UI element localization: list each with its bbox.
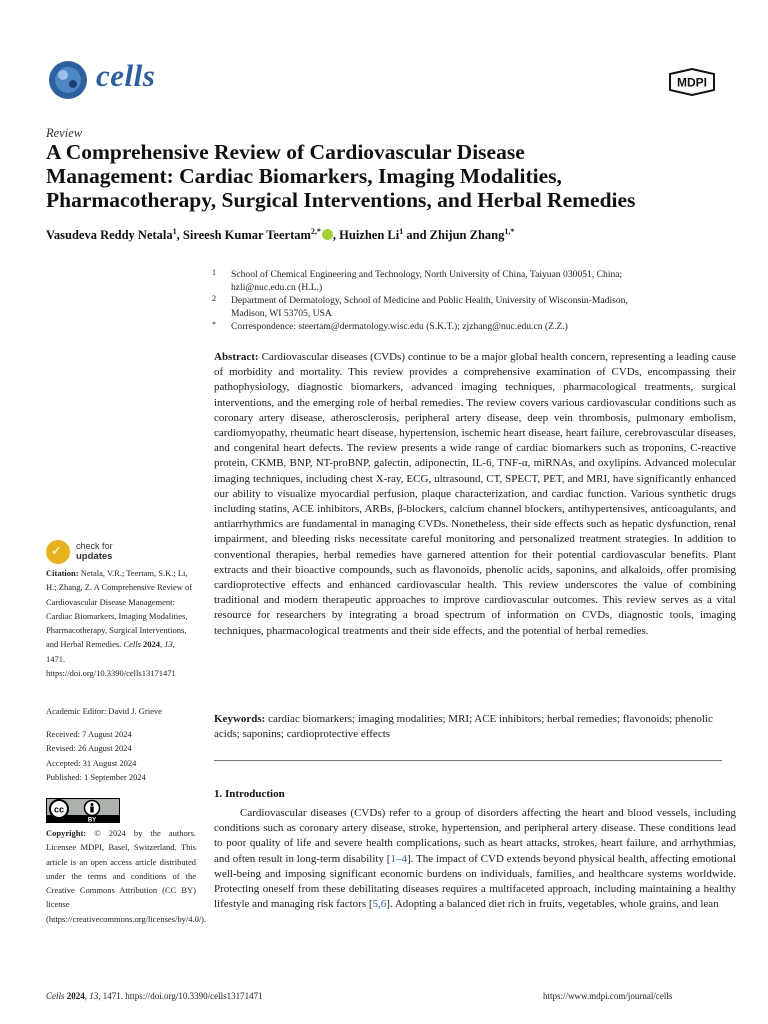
- copyright-label: Copyright:: [46, 828, 87, 838]
- author-sup: 1: [399, 227, 404, 236]
- history-dates: [46, 727, 196, 784]
- paragraph-text: ]. The impact of CVD extends beyond physical health, affecting emotional well-being and imposing significant economic burdens on individuals, families, and healthcare systems worldwide. Protecting oneself from these debilitating diseases requires a multifaceted approach, including maintaining a healthy lifestyle and managing risk factors [: [214, 852, 736, 911]
- keywords-text: cardiac biomarkers; imaging modalities; MRI; ACE inhibitors; herbal remedies; flavonoids; phenolic acids; saponins; cardioprotective effects: [214, 713, 713, 741]
- affiliation-line: Department of Dermatology, School of Medicine and Public Health, University of Wisconsin-Madison,: [231, 295, 628, 306]
- footer-journal: Cells: [46, 991, 65, 1001]
- paragraph-text: ]. Adopting a balanced diet rich in fruits, vegetables, whole grains, and lean: [386, 898, 719, 911]
- copyright-notice: [46, 826, 207, 926]
- affiliation: [214, 294, 734, 321]
- abstract-label: Abstract:: [214, 351, 259, 363]
- copyright-text: © 2024 by the authors. Licensee MDPI, Basel, Switzerland. This article is an open access article distributed under the terms and conditions of the Creative Commons Attribution (CC BY) license (https://creativecommons.org/licenses/by/4.0/).: [46, 828, 207, 924]
- author-list: [46, 227, 736, 243]
- author-separator: ,: [332, 228, 340, 243]
- correspondence: [214, 320, 734, 333]
- author-name[interactable]: Zhijun Zhang: [429, 228, 505, 243]
- revised-date: Revised: 26 August 2024: [46, 743, 132, 754]
- accepted-date: Accepted: 31 August 2024: [46, 757, 137, 768]
- section-heading: 1. Introduction: [214, 788, 285, 800]
- journal-logo-icon: [46, 60, 90, 100]
- citation-label: Citation:: [46, 568, 79, 578]
- footer-volume: 13: [89, 991, 99, 1001]
- author-sup: 2,*: [310, 227, 321, 236]
- footer-doi[interactable]: , 1471. https://doi.org/10.3390/cells13171471: [98, 991, 263, 1001]
- introduction-paragraph: [214, 806, 736, 912]
- affiliation: [214, 268, 734, 295]
- abstract: [214, 350, 736, 639]
- affiliation-line: Madison, WI 53705, USA: [231, 308, 332, 320]
- keywords: [214, 712, 736, 742]
- author-name[interactable]: Huizhen Li: [339, 228, 400, 243]
- author-name[interactable]: Vasudeva Reddy Netala: [46, 228, 173, 243]
- affiliation-line: School of Chemical Engineering and Technology, North University of China, Taiyuan 030051, China;: [231, 269, 623, 280]
- academic-editor: Academic Editor: David J. Grieve: [46, 706, 162, 716]
- citation-block: Citation: Netala, V.R.; Teertam, S.K.; Li, H.; Zhang, Z. A Comprehensive Review of Cardiovascular Disease Management: Cardiac Biomarkers, Imaging Modalities, Pharmacotherapy, Surgical Interventions, and Herbal Remedies. Cells 2024, 13, 1471. https://doi.org/10.3390/cells13171471: [46, 568, 193, 679]
- affiliation-number: 2: [212, 294, 216, 303]
- citation-year: 2024: [143, 639, 161, 650]
- author-separator: ,: [176, 228, 183, 243]
- svg-text:cc: cc: [53, 804, 65, 815]
- title-line: Management: Cardiac Biomarkers, Imaging Modalities,: [46, 164, 562, 188]
- author-name[interactable]: Sireesh Kumar Teertam: [182, 228, 311, 243]
- updates-line: updates: [76, 551, 113, 562]
- abstract-text: Cardiovascular diseases (CVDs) continue to be a major global health concern, representing a leading cause of morbidity and mortality. This review provides a comprehensive examination of CVDs, encompassing their pathophysiology, diagnostic biomarkers, advanced imaging techniques, pharmacological treatments, surgical interventions, and the emerging role of herbal remedies. The review covers various cardiovascular conditions such as coronary artery disease, atherosclerosis, peripheral artery disease, deep vein thrombosis, pulmonary embolism, cardiomyopathy, rheumatic heart disease, hypertension, ischemic heart disease, heart failure, cerebrovascular diseases, and congenital heart defects. The review presents a wide range of cardiac biomarkers such as troponins, C-reactive protein, CKMB, BNP, NT-proBNP, galectin, adiponectin, IL-6, TNF-α, miRNAs, and oxylipins. Advanced molecular imaging techniques, including chest X-ray, ECG, ultrasound, CT, SPECT, PET, and MRI, have significantly enhanced our ability to visualize myocardial perfusion, plaque characterization, and cardiac function. Various synthetic drugs including statins, ACE inhibitors, ARBs, β-blockers, calcium channel blockers, antihypertensives, anticoagulants, and antiarrhythmics are fundamental in managing CVDs. Nonetheless, their side effects such as hepatic dysfunction, renal impairment, and bleeding risks necessitate careful monitoring and personalized treatment strategies. In addition to conventional therapies, herbal remedies have garnered attention for their potential cardiovascular benefits. Plant extracts and their bioactive compounds, such as flavonoids, phenolic acids, saponins, and alkaloids, offer promising cardioprotective effects and enhanced cardiovascular health. This review underscores the value of combining traditional and modern therapeutic approaches to improve cardiovascular outcomes. This review serves as a vital resource for researchers by integrating a broad spectrum of information on CVDs, diagnostic tools, imaging techniques, pharmacological treatments and their side effects, and the potential of herbal remedies.: [214, 351, 737, 637]
- author-sup: 1: [172, 227, 177, 236]
- publisher-logo: [664, 68, 720, 96]
- footer-journal-url[interactable]: https://www.mdpi.com/journal/cells: [543, 991, 673, 1001]
- affiliation-number: *: [212, 320, 216, 329]
- author-sup: 1,*: [504, 227, 515, 236]
- affiliation-number: 1: [212, 268, 216, 277]
- updates-line: check for: [76, 541, 113, 551]
- check-for-updates-badge[interactable]: [46, 540, 166, 566]
- citation-text: Netala, V.R.; Teertam, S.K.; Li, H.; Zhang, Z. A Comprehensive Review of Cardiovascular Disease Management: Cardiac Biomarkers, Imaging Modalities, Pharmacotherapy, Surgical Interventions, and Herbal Remedies.: [46, 568, 193, 650]
- section-divider: [214, 760, 722, 761]
- title-line: Pharmacotherapy, Surgical Interventions, and Herbal Remedies: [46, 188, 636, 212]
- citation-link[interactable]: 5,6: [372, 898, 387, 911]
- journal-name: cells: [96, 58, 156, 93]
- orcid-icon[interactable]: [322, 229, 333, 240]
- footer-citation: Cells 2024, 13, 1471. https://doi.org/10.3390/cells13171471: [46, 991, 263, 1001]
- published-date: Published: 1 September 2024: [46, 771, 146, 782]
- publisher-name: MDPI: [677, 75, 707, 90]
- affiliation-line[interactable]: hzli@nuc.edu.cn (H.L.): [231, 282, 323, 294]
- citation-link[interactable]: 1–4: [390, 852, 407, 865]
- title-line: A Comprehensive Review of Cardiovascular Disease: [46, 140, 525, 164]
- citation-doi[interactable]: , 1471. https://doi.org/10.3390/cells13171471: [46, 639, 176, 679]
- cc-by-label: BY: [87, 817, 97, 823]
- checkmark-icon: ✓: [51, 544, 62, 559]
- footer-year: 2024: [66, 991, 85, 1001]
- received-date: Received: 7 August 2024: [46, 729, 132, 739]
- citation-volume: 13: [164, 639, 173, 650]
- keywords-label: Keywords:: [214, 713, 266, 725]
- article-type: Review: [46, 126, 83, 140]
- author-separator: and: [403, 228, 430, 243]
- cc-by-license-icon[interactable]: [46, 798, 120, 823]
- article-title: [46, 140, 736, 212]
- citation-journal: Cells: [123, 639, 141, 650]
- paragraph-text: Cardiovascular diseases (CVDs) refer to a group of disorders affecting the heart and blood vessels, including conditions such as coronary artery disease, stroke, hypertension, and peripheral artery disease. These conditions lead to poor quality of life and severe health complications, such as heart attacks, strokes, heart failure, and arrhythmias, and often result in long-term disability [: [214, 807, 736, 865]
- correspondence-line[interactable]: Correspondence: steertam@dermatology.wisc.edu (S.K.T.); zjzhang@nuc.edu.cn (Z.Z.): [231, 321, 568, 332]
